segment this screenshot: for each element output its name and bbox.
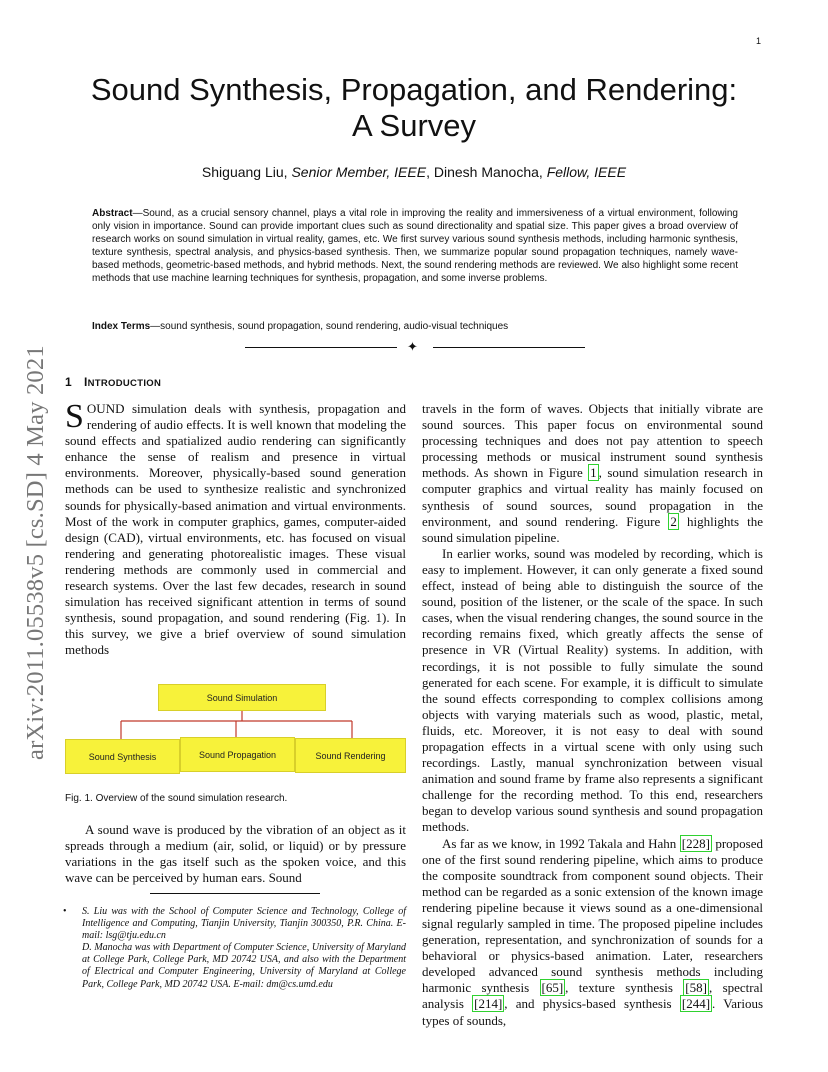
figure-1 bbox=[65, 684, 406, 779]
footnote-rule bbox=[150, 893, 320, 894]
right-p1-text-a: travels in the form of waves. Objects that initially vibrate are sound sources. This paper focus on environmental sound processing techniques and does not pay attention to speech processing methods or musical instrument sound synthesis methods. As shown in Figure bbox=[422, 401, 763, 481]
title-line-1: Sound Synthesis, Propagation, and Rendering: bbox=[90, 72, 738, 107]
right-paragraph-2: In earlier works, sound was modeled by recording, which is easy to implement. However, it can only generate a fixed sound effect, instead of being able to distinguish the source of the sound, position of the listener, or the scale of the space. In such cases, when the visual rendering changes, the sound source in the recording remains fixed, which greatly affects the sense of presence in VR (Virtual Reality) systems. In addition, with recordings, it is not possible to fully simulate the sound generated for each scene. For example, it is difficult to simulate the sound effects corresponding to complex collisions among objects with varying materials such as wood, plastic, metal, fluids, etc. Moreover, it is not easy to deal with sound propagation effects in a virtual scene with only using such recordings. Lastly, manual synchronization between visual animation and sound frame by frame also represents a significant challenge for the recording method. To this end, researchers began to develop various sound synthesis and sound propagation methods. bbox=[422, 545, 763, 835]
left-column-bottom bbox=[65, 822, 406, 886]
box-sound-simulation: Sound Simulation bbox=[158, 684, 326, 711]
citation-58-link[interactable]: [58] bbox=[685, 980, 707, 996]
citation-244-link[interactable]: [244] bbox=[681, 996, 711, 1012]
index-terms-label: Index Terms bbox=[92, 321, 151, 332]
footnote bbox=[63, 906, 406, 991]
figure-ref-2-link[interactable]: 2 bbox=[670, 513, 677, 529]
author-1: Shiguang Liu, bbox=[201, 164, 288, 180]
footnote-affiliation-2: D. Manocha was with Department of Computer Science, University of Maryland at College Park, College Park, MD 20742 USA, and also with the Department of Electrical and Computer Engineering, University of Maryland at College Park, College Park, MD 20742 USA. E-mail: dm@cs.umd.edu bbox=[82, 942, 406, 990]
separator-line-right bbox=[433, 347, 585, 348]
intro-smallcaps: OUND bbox=[86, 401, 125, 416]
index-terms-text: —sound synthesis, sound propagation, sound rendering, audio-visual techniques bbox=[150, 321, 509, 332]
right-column bbox=[422, 401, 763, 1029]
figure-caption: Fig. 1. Overview of the sound simulation research. bbox=[65, 793, 288, 804]
author-1-role: Senior Member, IEEE bbox=[291, 164, 427, 180]
right-paragraph-1 bbox=[422, 401, 763, 546]
right-p3-text-a: As far as we know, in 1992 Takala and Hahn bbox=[442, 835, 680, 851]
arxiv-stamp: arXiv:2011.05538v5 [cs.SD] 4 May 2021 bbox=[22, 345, 49, 760]
citation-214-link[interactable]: [214] bbox=[474, 996, 503, 1012]
abstract-text: —Sound, as a crucial sensory channel, plays a vital role in improving the reality and immersiveness of a virtual environment, following only vision in importance. Sound can provide important clues such as sound directionality and spatial size. This paper gives a broad overview of research works on sound simulation in virtual reality, games, etc. We first survey various sound synthesis methods, including harmonic synthesis, texture synthesis, spectral analysis, and physics-based synthesis. Then, we summarize popular sound propagation techniques, namely wave-based methods, geometric-based methods, and hybrid methods. Next, the sound rendering methods are reviewed. We also highlight some recent methods that use machine learning techniques for synthesis, propagation, and some inverse problems. bbox=[92, 208, 738, 285]
box-sound-synthesis: Sound Synthesis bbox=[65, 739, 180, 774]
right-p3-text-e: , and physics-based synthesis bbox=[504, 996, 680, 1012]
intro-paragraph-2: A sound wave is produced by the vibration of an object as it spreads through a medium (air, solid, or liquid) or by pressure variations in the gas itself such as the spoken voice, and this wave can be perceived by human ears. Sound bbox=[65, 822, 406, 886]
intro-paragraph-1 bbox=[65, 398, 406, 659]
separator-line-left bbox=[245, 347, 397, 348]
box-sound-rendering: Sound Rendering bbox=[295, 738, 406, 773]
section-title-rest: NTRODUCTION bbox=[87, 378, 162, 389]
left-column-top bbox=[65, 398, 406, 659]
intro-text: simulation deals with synthesis, propagation and rendering of audio effects. It is well known that modeling the sound effects and spatialized audio rendering can significantly enhance the sense of realism and presence in virtual environments. Moreover, physically-based sound generation methods can be used to synthesize realistic and synchronized sounds for physically-based animation and virtual environments. Most of the work in computer graphics, games, computer-aided design (CAD), virtual environments, etc. has focused on visual rendering and generating photorealistic images. These visual rendering methods are commonly used in commercial and research systems. Over the last few decades, research in sound simulation has received significant attention in terms of sound synthesis, sound propagation, and sound rendering (Fig. 1). In this survey, we give a brief overview of sound simulation methods bbox=[65, 401, 406, 658]
section-first-letter: I bbox=[83, 375, 88, 389]
drop-cap: S bbox=[65, 398, 84, 435]
figure-ref-1-link[interactable]: 1 bbox=[590, 465, 597, 481]
title-line-2: A Survey bbox=[351, 108, 477, 143]
right-p3-text-d: , spectral analysis bbox=[422, 980, 764, 1012]
paper-title bbox=[60, 72, 768, 144]
box-sound-propagation: Sound Propagation bbox=[180, 737, 295, 772]
right-p1-text-b: , sound simulation research in computer graphics and virtual reality has mainly focused on synthesis of sound sources, sound propagation in the environment, and sound rendering. Figure bbox=[422, 465, 763, 529]
right-p3-text-c: , texture synthesis bbox=[565, 980, 684, 996]
footnote-bullet: • bbox=[63, 906, 67, 917]
section-number: 1 bbox=[65, 375, 72, 389]
citation-228-link[interactable]: [228] bbox=[681, 835, 710, 851]
page-number: 1 bbox=[756, 36, 762, 46]
right-paragraph-3 bbox=[422, 836, 763, 1029]
section-heading bbox=[65, 375, 161, 389]
authors bbox=[60, 164, 768, 180]
author-2: , Dinesh Manocha, bbox=[426, 164, 543, 180]
index-terms bbox=[92, 320, 738, 333]
author-2-role: Fellow, IEEE bbox=[546, 164, 627, 180]
separator-star-icon: ✦ bbox=[407, 340, 418, 355]
right-p3-text-f: . Various types of sounds, bbox=[422, 996, 763, 1028]
abstract-label: Abstract bbox=[92, 208, 133, 219]
abstract bbox=[92, 207, 738, 286]
right-p1-text-c: highlights the sound simulation pipeline. bbox=[422, 513, 763, 545]
section-separator bbox=[245, 340, 585, 356]
footnote-affiliation-1: S. Liu was with the School of Computer Science and Technology, College of Intelligence and Computing, Tianjin University, Tianjin 300350, P.R. China. E-mail: lsg@tju.edu.cn bbox=[82, 906, 406, 942]
right-p3-text-b: proposed one of the first sound rendering pipeline, which aims to produce the composite soundtrack from component sound objects. Their method can be regarded as a sonic extension of the known image rendering pipeline because it views sound as a one-dimensional signal regularly sampled in time. The proposed pipeline includes generation, representation, and synchronization of sounds for a behavioral or physics-based animation. Later, researchers developed advanced sound synthesis methods including harmonic synthesis bbox=[422, 835, 763, 996]
citation-65-link[interactable]: [65] bbox=[541, 980, 564, 996]
